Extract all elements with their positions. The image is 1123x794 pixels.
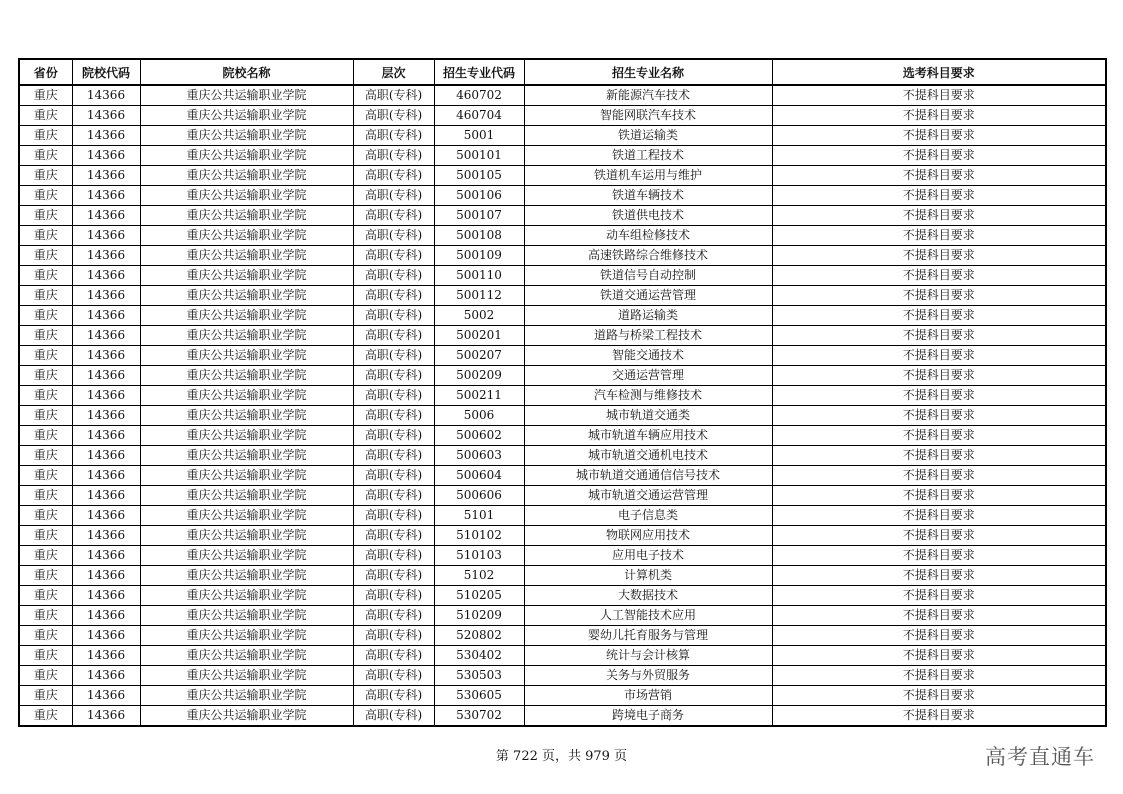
cell-major-code: 530605 xyxy=(434,686,524,706)
cell-major-code: 500201 xyxy=(434,326,524,346)
cell-level: 高职(专科) xyxy=(353,706,434,727)
table-row xyxy=(19,646,1106,666)
cell-level: 高职(专科) xyxy=(353,85,434,106)
cell-level: 高职(专科) xyxy=(353,286,434,306)
table-row xyxy=(19,446,1106,466)
cell-level: 高职(专科) xyxy=(353,626,434,646)
cell-province: 重庆 xyxy=(19,246,72,266)
cell-level: 高职(专科) xyxy=(353,506,434,526)
cell-level: 高职(专科) xyxy=(353,606,434,626)
cell-province: 重庆 xyxy=(19,546,72,566)
cell-province: 重庆 xyxy=(19,446,72,466)
cell-school-name: 重庆公共运输职业学院 xyxy=(140,126,353,146)
cell-major-name: 人工智能技术应用 xyxy=(524,606,772,626)
table-row xyxy=(19,666,1106,686)
cell-school-code: 14366 xyxy=(72,206,140,226)
cell-level: 高职(专科) xyxy=(353,126,434,146)
cell-major-code: 5001 xyxy=(434,126,524,146)
table-row xyxy=(19,706,1106,727)
cell-school-code: 14366 xyxy=(72,266,140,286)
cell-province: 重庆 xyxy=(19,226,72,246)
cell-major-name: 铁道车辆技术 xyxy=(524,186,772,206)
cell-major-name: 电子信息类 xyxy=(524,506,772,526)
cell-school-name: 重庆公共运输职业学院 xyxy=(140,106,353,126)
cell-province: 重庆 xyxy=(19,106,72,126)
cell-school-name: 重庆公共运输职业学院 xyxy=(140,666,353,686)
table-body xyxy=(19,85,1106,726)
column-header: 招生专业代码 xyxy=(434,59,524,85)
cell-major-code: 500606 xyxy=(434,486,524,506)
cell-subject-requirement: 不提科目要求 xyxy=(772,646,1106,666)
cell-major-code: 500101 xyxy=(434,146,524,166)
cell-school-name: 重庆公共运输职业学院 xyxy=(140,166,353,186)
cell-level: 高职(专科) xyxy=(353,426,434,446)
cell-province: 重庆 xyxy=(19,646,72,666)
cell-school-name: 重庆公共运输职业学院 xyxy=(140,706,353,727)
cell-school-name: 重庆公共运输职业学院 xyxy=(140,686,353,706)
cell-major-name: 高速铁路综合维修技术 xyxy=(524,246,772,266)
table-row xyxy=(19,386,1106,406)
cell-major-code: 530503 xyxy=(434,666,524,686)
cell-level: 高职(专科) xyxy=(353,226,434,246)
cell-province: 重庆 xyxy=(19,706,72,727)
cell-school-code: 14366 xyxy=(72,126,140,146)
cell-subject-requirement: 不提科目要求 xyxy=(772,426,1106,446)
cell-major-name: 道路运输类 xyxy=(524,306,772,326)
cell-major-name: 城市轨道车辆应用技术 xyxy=(524,426,772,446)
cell-school-code: 14366 xyxy=(72,646,140,666)
cell-subject-requirement: 不提科目要求 xyxy=(772,466,1106,486)
cell-school-name: 重庆公共运输职业学院 xyxy=(140,386,353,406)
cell-school-name: 重庆公共运输职业学院 xyxy=(140,646,353,666)
cell-level: 高职(专科) xyxy=(353,246,434,266)
cell-subject-requirement: 不提科目要求 xyxy=(772,626,1106,646)
cell-level: 高职(专科) xyxy=(353,546,434,566)
cell-province: 重庆 xyxy=(19,666,72,686)
column-header: 招生专业名称 xyxy=(524,59,772,85)
cell-province: 重庆 xyxy=(19,406,72,426)
cell-subject-requirement: 不提科目要求 xyxy=(772,186,1106,206)
cell-major-code: 530402 xyxy=(434,646,524,666)
cell-subject-requirement: 不提科目要求 xyxy=(772,286,1106,306)
cell-level: 高职(专科) xyxy=(353,566,434,586)
cell-major-code: 510103 xyxy=(434,546,524,566)
table-row xyxy=(19,286,1106,306)
cell-school-code: 14366 xyxy=(72,186,140,206)
cell-subject-requirement: 不提科目要求 xyxy=(772,406,1106,426)
cell-level: 高职(专科) xyxy=(353,406,434,426)
cell-level: 高职(专科) xyxy=(353,386,434,406)
cell-school-name: 重庆公共运输职业学院 xyxy=(140,226,353,246)
table-row xyxy=(19,366,1106,386)
cell-province: 重庆 xyxy=(19,126,72,146)
table-row xyxy=(19,586,1106,606)
table-row xyxy=(19,486,1106,506)
cell-major-code: 500110 xyxy=(434,266,524,286)
cell-level: 高职(专科) xyxy=(353,366,434,386)
cell-subject-requirement: 不提科目要求 xyxy=(772,446,1106,466)
cell-province: 重庆 xyxy=(19,266,72,286)
cell-subject-requirement: 不提科目要求 xyxy=(772,526,1106,546)
table-header-row xyxy=(19,59,1106,85)
cell-school-name: 重庆公共运输职业学院 xyxy=(140,426,353,446)
cell-school-code: 14366 xyxy=(72,566,140,586)
cell-school-code: 14366 xyxy=(72,486,140,506)
cell-subject-requirement: 不提科目要求 xyxy=(772,346,1106,366)
cell-major-name: 动车组检修技术 xyxy=(524,226,772,246)
cell-major-name: 城市轨道交通类 xyxy=(524,406,772,426)
table-row xyxy=(19,326,1106,346)
cell-major-code: 500109 xyxy=(434,246,524,266)
table-row xyxy=(19,506,1106,526)
cell-subject-requirement: 不提科目要求 xyxy=(772,126,1106,146)
table-row xyxy=(19,566,1106,586)
cell-subject-requirement: 不提科目要求 xyxy=(772,146,1106,166)
cell-school-code: 14366 xyxy=(72,606,140,626)
cell-major-name: 城市轨道交通机电技术 xyxy=(524,446,772,466)
cell-major-name: 铁道供电技术 xyxy=(524,206,772,226)
cell-school-name: 重庆公共运输职业学院 xyxy=(140,486,353,506)
cell-major-name: 关务与外贸服务 xyxy=(524,666,772,686)
cell-school-code: 14366 xyxy=(72,426,140,446)
cell-school-code: 14366 xyxy=(72,526,140,546)
cell-school-code: 14366 xyxy=(72,326,140,346)
table-row xyxy=(19,146,1106,166)
cell-school-code: 14366 xyxy=(72,466,140,486)
cell-school-code: 14366 xyxy=(72,85,140,106)
cell-major-code: 510102 xyxy=(434,526,524,546)
cell-school-name: 重庆公共运输职业学院 xyxy=(140,266,353,286)
cell-school-name: 重庆公共运输职业学院 xyxy=(140,286,353,306)
table-row xyxy=(19,466,1106,486)
cell-level: 高职(专科) xyxy=(353,346,434,366)
cell-level: 高职(专科) xyxy=(353,646,434,666)
cell-level: 高职(专科) xyxy=(353,466,434,486)
table-row xyxy=(19,85,1106,106)
cell-school-code: 14366 xyxy=(72,446,140,466)
cell-major-code: 500108 xyxy=(434,226,524,246)
cell-level: 高职(专科) xyxy=(353,686,434,706)
cell-province: 重庆 xyxy=(19,206,72,226)
cell-major-name: 物联网应用技术 xyxy=(524,526,772,546)
cell-school-code: 14366 xyxy=(72,166,140,186)
cell-subject-requirement: 不提科目要求 xyxy=(772,486,1106,506)
cell-subject-requirement: 不提科目要求 xyxy=(772,366,1106,386)
cell-province: 重庆 xyxy=(19,626,72,646)
cell-level: 高职(专科) xyxy=(353,486,434,506)
cell-school-name: 重庆公共运输职业学院 xyxy=(140,466,353,486)
cell-major-name: 铁道运输类 xyxy=(524,126,772,146)
cell-school-code: 14366 xyxy=(72,406,140,426)
cell-level: 高职(专科) xyxy=(353,106,434,126)
column-header: 院校名称 xyxy=(140,59,353,85)
table-row xyxy=(19,226,1106,246)
cell-major-code: 530702 xyxy=(434,706,524,727)
cell-major-name: 新能源汽车技术 xyxy=(524,85,772,106)
cell-major-name: 大数据技术 xyxy=(524,586,772,606)
cell-province: 重庆 xyxy=(19,586,72,606)
cell-school-code: 14366 xyxy=(72,106,140,126)
cell-subject-requirement: 不提科目要求 xyxy=(772,266,1106,286)
cell-school-code: 14366 xyxy=(72,686,140,706)
table-row xyxy=(19,626,1106,646)
cell-school-name: 重庆公共运输职业学院 xyxy=(140,546,353,566)
cell-province: 重庆 xyxy=(19,326,72,346)
cell-major-code: 500112 xyxy=(434,286,524,306)
cell-major-name: 智能交通技术 xyxy=(524,346,772,366)
table-row xyxy=(19,346,1106,366)
cell-level: 高职(专科) xyxy=(353,186,434,206)
cell-subject-requirement: 不提科目要求 xyxy=(772,686,1106,706)
table-row xyxy=(19,206,1106,226)
cell-province: 重庆 xyxy=(19,366,72,386)
cell-province: 重庆 xyxy=(19,286,72,306)
cell-major-name: 统计与会计核算 xyxy=(524,646,772,666)
cell-school-code: 14366 xyxy=(72,386,140,406)
cell-major-code: 520802 xyxy=(434,626,524,646)
table-row xyxy=(19,126,1106,146)
cell-major-name: 计算机类 xyxy=(524,566,772,586)
cell-school-name: 重庆公共运输职业学院 xyxy=(140,346,353,366)
cell-province: 重庆 xyxy=(19,426,72,446)
cell-major-name: 铁道交通运营管理 xyxy=(524,286,772,306)
cell-major-name: 应用电子技术 xyxy=(524,546,772,566)
cell-subject-requirement: 不提科目要求 xyxy=(772,306,1106,326)
cell-subject-requirement: 不提科目要求 xyxy=(772,85,1106,106)
page-number: 第 722 页，共 979 页 xyxy=(495,749,628,764)
cell-major-name: 市场营销 xyxy=(524,686,772,706)
cell-major-name: 道路与桥梁工程技术 xyxy=(524,326,772,346)
table-row xyxy=(19,246,1106,266)
cell-major-name: 智能网联汽车技术 xyxy=(524,106,772,126)
table-row xyxy=(19,426,1106,446)
cell-level: 高职(专科) xyxy=(353,206,434,226)
cell-level: 高职(专科) xyxy=(353,526,434,546)
cell-school-name: 重庆公共运输职业学院 xyxy=(140,246,353,266)
cell-major-code: 500603 xyxy=(434,446,524,466)
cell-school-code: 14366 xyxy=(72,626,140,646)
cell-province: 重庆 xyxy=(19,686,72,706)
cell-school-code: 14366 xyxy=(72,226,140,246)
cell-school-code: 14366 xyxy=(72,346,140,366)
cell-major-name: 汽车检测与维修技术 xyxy=(524,386,772,406)
cell-subject-requirement: 不提科目要求 xyxy=(772,206,1106,226)
table-row xyxy=(19,266,1106,286)
cell-school-name: 重庆公共运输职业学院 xyxy=(140,566,353,586)
cell-school-code: 14366 xyxy=(72,366,140,386)
cell-province: 重庆 xyxy=(19,606,72,626)
cell-major-code: 5101 xyxy=(434,506,524,526)
column-header: 层次 xyxy=(353,59,434,85)
cell-major-code: 500211 xyxy=(434,386,524,406)
cell-province: 重庆 xyxy=(19,506,72,526)
cell-province: 重庆 xyxy=(19,306,72,326)
cell-school-code: 14366 xyxy=(72,506,140,526)
cell-major-code: 500207 xyxy=(434,346,524,366)
cell-province: 重庆 xyxy=(19,466,72,486)
table-row xyxy=(19,306,1106,326)
cell-major-code: 510205 xyxy=(434,586,524,606)
cell-major-code: 500106 xyxy=(434,186,524,206)
cell-school-code: 14366 xyxy=(72,546,140,566)
cell-school-name: 重庆公共运输职业学院 xyxy=(140,506,353,526)
cell-school-name: 重庆公共运输职业学院 xyxy=(140,366,353,386)
table-row xyxy=(19,106,1106,126)
cell-subject-requirement: 不提科目要求 xyxy=(772,586,1106,606)
cell-major-name: 铁道信号自动控制 xyxy=(524,266,772,286)
cell-school-code: 14366 xyxy=(72,706,140,727)
cell-level: 高职(专科) xyxy=(353,446,434,466)
table-row xyxy=(19,166,1106,186)
cell-province: 重庆 xyxy=(19,85,72,106)
cell-school-name: 重庆公共运输职业学院 xyxy=(140,326,353,346)
cell-school-code: 14366 xyxy=(72,306,140,326)
cell-subject-requirement: 不提科目要求 xyxy=(772,566,1106,586)
cell-school-name: 重庆公共运输职业学院 xyxy=(140,146,353,166)
cell-school-name: 重庆公共运输职业学院 xyxy=(140,586,353,606)
cell-province: 重庆 xyxy=(19,166,72,186)
cell-province: 重庆 xyxy=(19,526,72,546)
admission-table xyxy=(18,58,1107,727)
cell-province: 重庆 xyxy=(19,566,72,586)
cell-major-code: 510209 xyxy=(434,606,524,626)
table-row xyxy=(19,686,1106,706)
cell-subject-requirement: 不提科目要求 xyxy=(772,246,1106,266)
cell-subject-requirement: 不提科目要求 xyxy=(772,326,1106,346)
cell-major-code: 500604 xyxy=(434,466,524,486)
table-row xyxy=(19,186,1106,206)
cell-subject-requirement: 不提科目要求 xyxy=(772,106,1106,126)
cell-major-name: 婴幼儿托育服务与管理 xyxy=(524,626,772,646)
cell-school-name: 重庆公共运输职业学院 xyxy=(140,306,353,326)
cell-province: 重庆 xyxy=(19,186,72,206)
cell-level: 高职(专科) xyxy=(353,326,434,346)
table-row xyxy=(19,406,1106,426)
cell-major-name: 铁道机车运用与维护 xyxy=(524,166,772,186)
cell-subject-requirement: 不提科目要求 xyxy=(772,386,1106,406)
column-header: 院校代码 xyxy=(72,59,140,85)
cell-major-code: 500107 xyxy=(434,206,524,226)
cell-level: 高职(专科) xyxy=(353,146,434,166)
cell-level: 高职(专科) xyxy=(353,166,434,186)
cell-province: 重庆 xyxy=(19,386,72,406)
cell-major-code: 460702 xyxy=(434,85,524,106)
cell-major-name: 城市轨道交通运营管理 xyxy=(524,486,772,506)
cell-major-code: 500209 xyxy=(434,366,524,386)
cell-subject-requirement: 不提科目要求 xyxy=(772,226,1106,246)
cell-major-code: 460704 xyxy=(434,106,524,126)
cell-province: 重庆 xyxy=(19,346,72,366)
cell-school-code: 14366 xyxy=(72,586,140,606)
cell-subject-requirement: 不提科目要求 xyxy=(772,706,1106,727)
cell-school-name: 重庆公共运输职业学院 xyxy=(140,526,353,546)
cell-major-name: 铁道工程技术 xyxy=(524,146,772,166)
cell-level: 高职(专科) xyxy=(353,306,434,326)
cell-major-name: 交通运营管理 xyxy=(524,366,772,386)
table-row xyxy=(19,526,1106,546)
column-header: 选考科目要求 xyxy=(772,59,1106,85)
cell-province: 重庆 xyxy=(19,146,72,166)
cell-major-name: 城市轨道交通通信信号技术 xyxy=(524,466,772,486)
cell-school-name: 重庆公共运输职业学院 xyxy=(140,206,353,226)
cell-major-code: 5102 xyxy=(434,566,524,586)
column-header: 省份 xyxy=(19,59,72,85)
cell-major-code: 500105 xyxy=(434,166,524,186)
cell-school-name: 重庆公共运输职业学院 xyxy=(140,186,353,206)
cell-school-name: 重庆公共运输职业学院 xyxy=(140,85,353,106)
cell-subject-requirement: 不提科目要求 xyxy=(772,546,1106,566)
cell-major-code: 5006 xyxy=(434,406,524,426)
cell-subject-requirement: 不提科目要求 xyxy=(772,506,1106,526)
cell-major-name: 跨境电子商务 xyxy=(524,706,772,727)
cell-school-code: 14366 xyxy=(72,666,140,686)
cell-major-code: 500602 xyxy=(434,426,524,446)
table-row xyxy=(19,546,1106,566)
cell-school-name: 重庆公共运输职业学院 xyxy=(140,446,353,466)
cell-province: 重庆 xyxy=(19,486,72,506)
cell-school-name: 重庆公共运输职业学院 xyxy=(140,406,353,426)
table-row xyxy=(19,606,1106,626)
cell-level: 高职(专科) xyxy=(353,666,434,686)
cell-level: 高职(专科) xyxy=(353,266,434,286)
cell-major-code: 5002 xyxy=(434,306,524,326)
cell-school-code: 14366 xyxy=(72,246,140,266)
cell-subject-requirement: 不提科目要求 xyxy=(772,606,1106,626)
cell-level: 高职(专科) xyxy=(353,586,434,606)
watermark-logo: 高考直通车 xyxy=(985,745,1095,769)
cell-school-code: 14366 xyxy=(72,286,140,306)
cell-school-code: 14366 xyxy=(72,146,140,166)
cell-school-name: 重庆公共运输职业学院 xyxy=(140,626,353,646)
cell-school-name: 重庆公共运输职业学院 xyxy=(140,606,353,626)
cell-subject-requirement: 不提科目要求 xyxy=(772,166,1106,186)
cell-subject-requirement: 不提科目要求 xyxy=(772,666,1106,686)
